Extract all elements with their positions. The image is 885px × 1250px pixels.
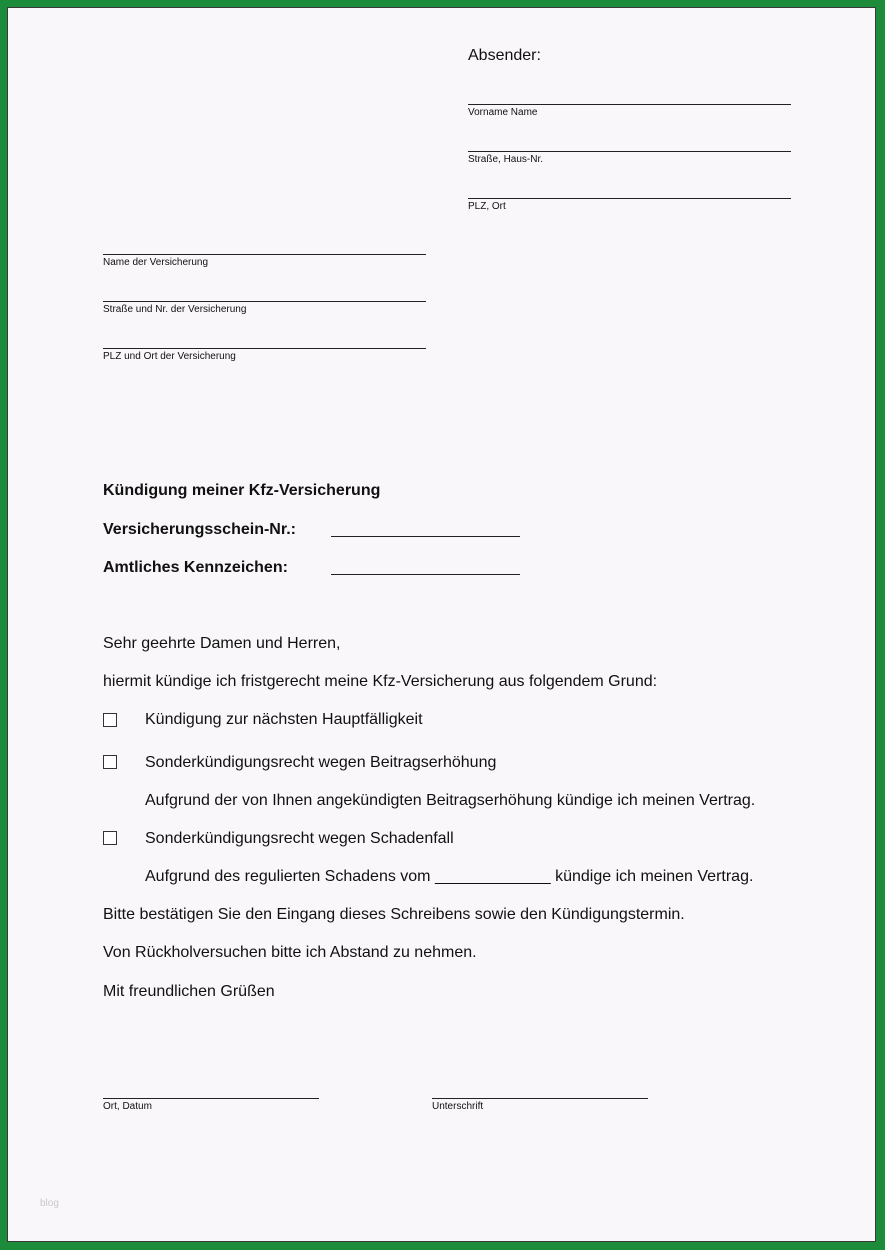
- option-checkbox-main-due-date[interactable]: [103, 713, 117, 727]
- sender-street-label: Straße, Haus-Nr.: [468, 154, 544, 165]
- sender-name-label: Vorname Name: [468, 107, 538, 118]
- retention-note: Von Rückholversuchen bitte ich Abstand zu nehmen.: [103, 944, 477, 961]
- insurer-city-label: PLZ und Ort der Versicherung: [103, 351, 236, 362]
- closing: Mit freundlichen Grüßen: [103, 983, 275, 1000]
- sender-title: Absender:: [468, 47, 541, 64]
- option-checkbox-claim[interactable]: [103, 831, 117, 845]
- option-checkbox-premium-increase[interactable]: [103, 755, 117, 769]
- sender-city-line[interactable]: [468, 198, 791, 199]
- letter-page: [7, 7, 876, 1242]
- subject-heading: Kündigung meiner Kfz-Versicherung: [103, 482, 381, 499]
- option-detail-claim: Aufgrund des regulierten Schadens vom _____________ kündige ich meinen Vertrag.: [145, 868, 754, 885]
- sender-street-line[interactable]: [468, 151, 791, 152]
- sender-name-line[interactable]: [468, 104, 791, 105]
- option-label-claim: Sonderkündigungsrecht wegen Schadenfall: [145, 830, 454, 847]
- sender-city-label: PLZ, Ort: [468, 201, 506, 212]
- intro-text: hiermit kündige ich fristgerecht meine Kfz-Versicherung aus folgendem Grund:: [103, 673, 658, 690]
- signature-line[interactable]: [432, 1098, 648, 1099]
- watermark-text: blog: [40, 1198, 59, 1209]
- policy-number-field[interactable]: [331, 536, 520, 537]
- insurer-name-label: Name der Versicherung: [103, 257, 209, 268]
- salutation: Sehr geehrte Damen und Herren,: [103, 635, 341, 652]
- confirmation-request: Bitte bestätigen Sie den Eingang dieses Schreibens sowie den Kündigungstermin.: [103, 906, 685, 923]
- license-plate-label: Amtliches Kennzeichen:: [103, 559, 288, 576]
- place-date-line[interactable]: [103, 1098, 319, 1099]
- signature-label: Unterschrift: [432, 1101, 484, 1112]
- insurer-city-line[interactable]: [103, 348, 426, 349]
- policy-number-label: Versicherungsschein-Nr.:: [103, 521, 296, 538]
- insurer-street-label: Straße und Nr. der Versicherung: [103, 304, 247, 315]
- option-label-premium-increase: Sonderkündigungsrecht wegen Beitragserhöhung: [145, 754, 497, 771]
- insurer-street-line[interactable]: [103, 301, 426, 302]
- option-detail-premium-increase: Aufgrund der von Ihnen angekündigten Beitragserhöhung kündige ich meinen Vertrag.: [145, 792, 756, 809]
- insurer-name-line[interactable]: [103, 254, 426, 255]
- license-plate-field[interactable]: [331, 574, 520, 575]
- place-date-label: Ort, Datum: [103, 1101, 152, 1112]
- option-label-main-due-date: Kündigung zur nächsten Hauptfälligkeit: [145, 711, 423, 728]
